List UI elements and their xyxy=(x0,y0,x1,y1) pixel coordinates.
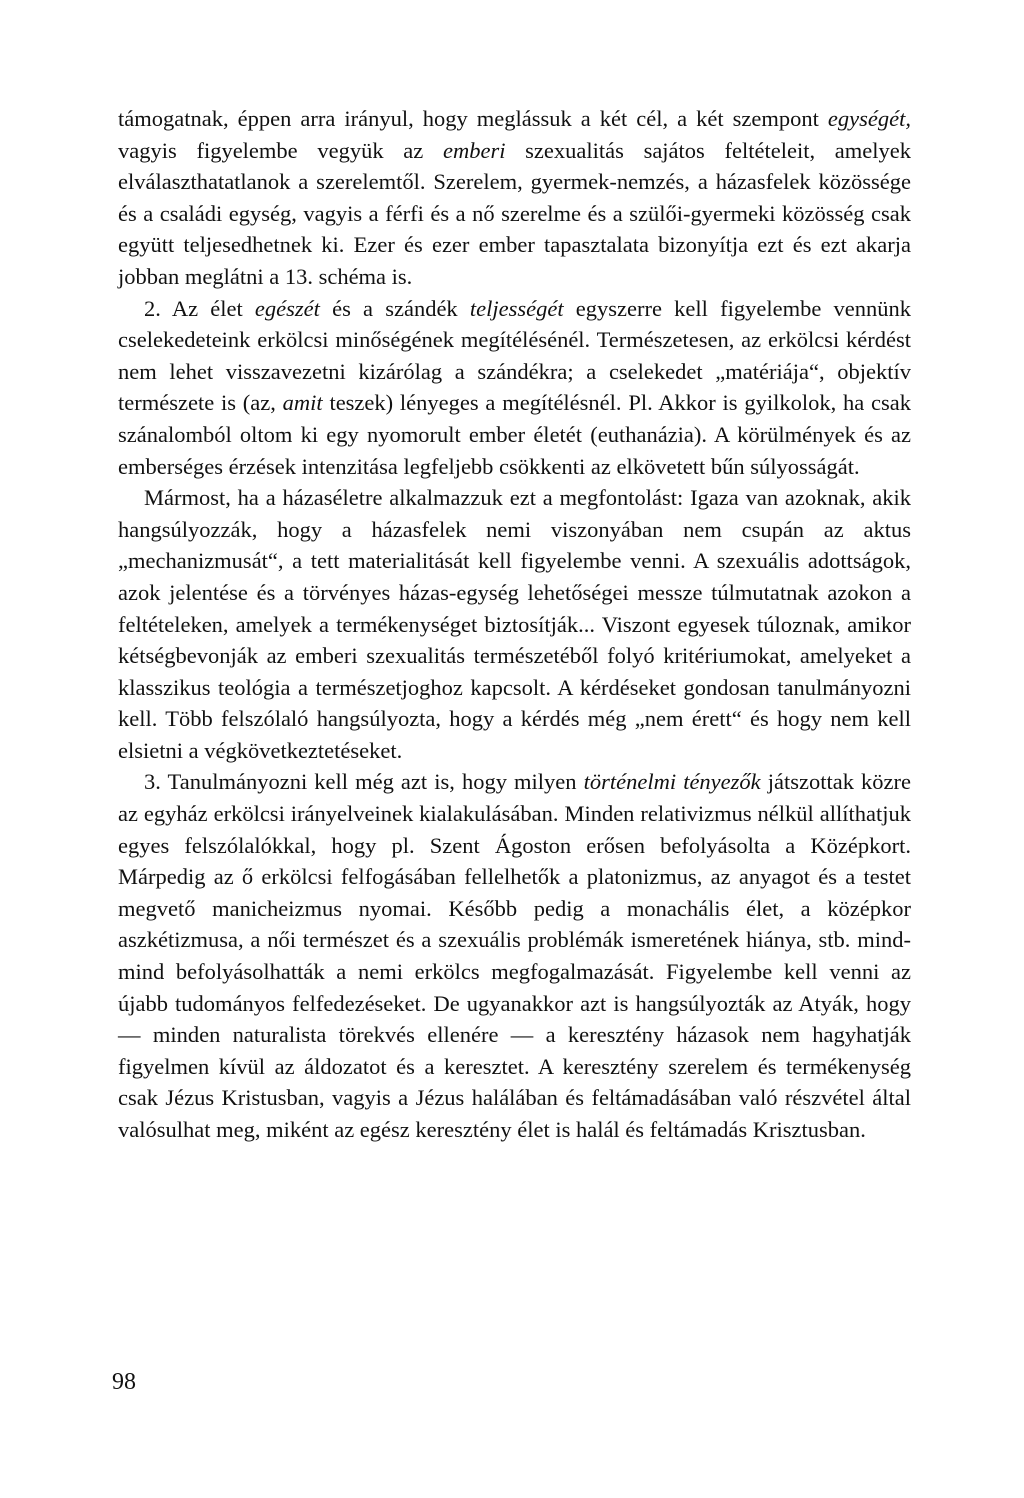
paragraph-point-3 xyxy=(118,766,911,1145)
body-text xyxy=(118,103,911,1146)
emphasis-run: egészét xyxy=(254,295,320,321)
emphasis-run: történelmi tényezők xyxy=(583,769,761,795)
text-run: 3. Tanulmányozni kell még azt is, hogy milyen xyxy=(144,769,584,795)
text-run: támogatnak, éppen arra irányul, hogy meglássuk a két cél, a két szempont xyxy=(118,106,828,131)
paragraph-application xyxy=(118,482,911,766)
text-run: játszottak közre az egyház erkölcsi irányelveinek kialakulásában. Minden relativizmus nélkül allíthatjuk egyes felszólalókkal, hogy pl. Szent Ágoston erősen befolyásolta a Középkort. Márpedig az ő erkölcsi felfogásában fellelhetők a platonizmus, az anyagot és a testet megvető manicheizmus nyomai. Később pedig a monachális élet, a középkor aszkétizmusa, a női természet és a szexuális problémák ismeretének hiánya, stb. mind-mind befolyásolhatták a nemi erkölcs megfogalmazását. Figyelembe kell venni az újabb tudományos felfedezéseket. De ugyanakkor azt is hangsúlyozták az Atyák, hogy — minden naturalista törekvés ellenére — a keresztény házasok nem hagyhatják figyelmen kívül az áldozatot és a keresztet. A keresztény szerelem és termékenység csak Jézus Kristusban, vagyis a Jézus halálában és feltámadásában való részvétel által valósulhat meg, miként az egész keresztény élet is halál és feltámadás Krisztusban. xyxy=(118,769,912,1142)
text-run: vagyis figyelembe vegyük az xyxy=(118,137,443,163)
text-run: 2. Az élet xyxy=(144,295,255,321)
text-run: egyszerre kell figyelembe vennünk cselekedeteink erkölcsi minőségének megítélésénél. Természetesen, az erkölcsi kérdést nem lehet visszavezetni kizárólag a szándékra; a cselekedet „matériája“, objektív természete is (az, xyxy=(118,295,911,416)
emphasis-run: egységét, xyxy=(827,106,911,131)
emphasis-run: teljességét xyxy=(469,295,564,321)
text-run: és a szándék xyxy=(319,295,470,321)
text-run: szexualitás sajátos feltételeit, amelyek elválaszthatatlanok a szerelemtől. Szerelem, gyermek-nemzés, a házasfelek közössége és a családi egység, vagyis a férfi és a nő szerelme és a szülői-gyermeki közösség csak együtt teljesedhetnek ki. Ezer és ezer ember tapasztalata bizonyítja ezt és ezt akarja jobban meglátni a 13. schéma is. xyxy=(118,137,911,289)
text-run: teszek) lényeges a megítélésnél. Pl. Akkor is gyilkolok, ha csak szánalomból oltom ki egy nyomorult ember életét (euthanázia). A körülmények és az emberséges érzések intenzitása legfeljebb csökkenti az elkövetett bűn súlyosságát. xyxy=(118,390,911,479)
paragraph-point-2 xyxy=(118,293,911,483)
page-number: 98 xyxy=(112,1369,136,1395)
paragraph-intro xyxy=(118,103,911,293)
text-run: Mármost, ha a házaséletre alkalmazzuk ezt a megfontolást: Igaza van azoknak, akik hangsúlyozzák, hogy a házasfelek nemi viszonyában nem csupán az aktus „mechanizmusát“, a tett materialitását kell figyelembe venni. A szexuális adottságok, azok jelentése és a törvényes házas-egység lehetőségei messze túlmutatnak azokon a feltételeken, amelyek a termékenységet biztosítják... Viszont egyesek túloznak, amikor kétségbevonják az emberi szexualitás természetéből folyó kritériumokat, amelyeket a klasszikus teológia a természetjoghoz kapcsolt. A kérdéseket gondosan tanulmányozni kell. Több felszólaló hangsúlyozta, hogy a kérdés még „nem érett“ és hogy nem kell elsietni a végkövetkeztetéseket. xyxy=(118,485,911,763)
emphasis-run: emberi xyxy=(442,137,506,163)
emphasis-run: amit xyxy=(282,390,323,416)
